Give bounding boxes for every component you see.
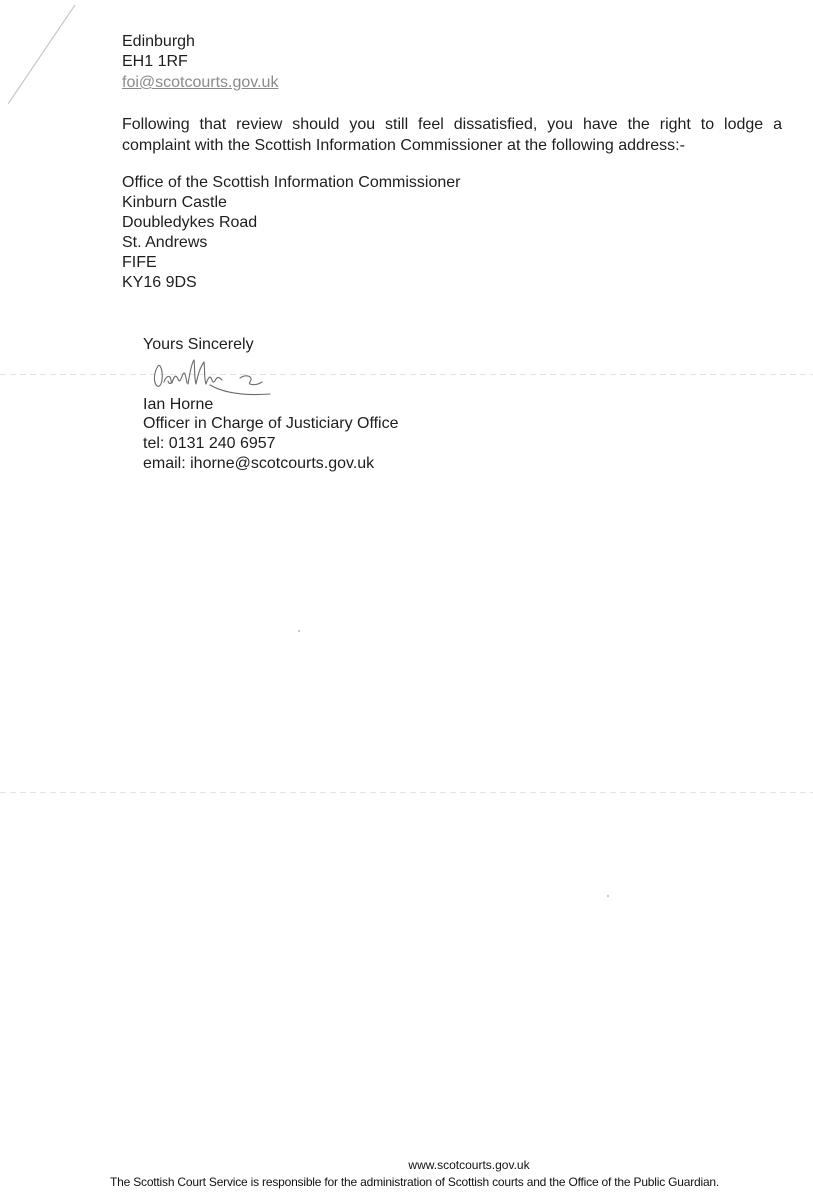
commissioner-address-line-6: KY16 9DS bbox=[122, 274, 197, 291]
closing-salutation: Yours Sincerely bbox=[143, 336, 254, 353]
commissioner-address-line-3: Doubledykes Road bbox=[122, 214, 258, 231]
signatory-email[interactable]: email: ihorne@scotcourts.gov.uk bbox=[143, 455, 375, 472]
scan-streak-mark bbox=[0, 0, 90, 110]
footer-note: The Scottish Court Service is responsible for the administration of Scottish courts and the Office of the Public Guardian. bbox=[110, 1175, 720, 1189]
commissioner-address-line-2: Kinburn Castle bbox=[122, 194, 227, 211]
fold-line-lower bbox=[0, 792, 813, 793]
signatory-telephone: tel: 0131 240 6957 bbox=[143, 435, 276, 452]
commissioner-address-line-4: St. Andrews bbox=[122, 234, 208, 251]
paragraph-line-2: complaint with the Scottish Information Commissioner at the following address:- bbox=[122, 137, 685, 154]
signatory-name: Ian Horne bbox=[143, 396, 214, 413]
complaint-paragraph bbox=[122, 114, 782, 156]
address-email-line bbox=[122, 73, 278, 93]
scan-speck bbox=[298, 630, 300, 632]
signatory-title: Officer in Charge of Justiciary Office bbox=[143, 415, 399, 432]
scan-speck bbox=[607, 895, 609, 897]
commissioner-address-line-1: Office of the Scottish Information Commissioner bbox=[122, 174, 461, 191]
paragraph-line-1: Following that review should you still feel dissatisfied, you have the right to lodge a bbox=[122, 116, 782, 133]
commissioner-address-line-5: FIFE bbox=[122, 254, 157, 271]
address-city: Edinburgh bbox=[122, 33, 195, 50]
footer-website[interactable]: www.scotcourts.gov.uk bbox=[408, 1158, 530, 1172]
address-postcode: EH1 1RF bbox=[122, 53, 188, 70]
fold-line-upper bbox=[0, 374, 813, 375]
foi-email-link[interactable]: foi@scotcourts.gov.uk bbox=[122, 74, 279, 91]
handwritten-signature bbox=[150, 352, 280, 398]
